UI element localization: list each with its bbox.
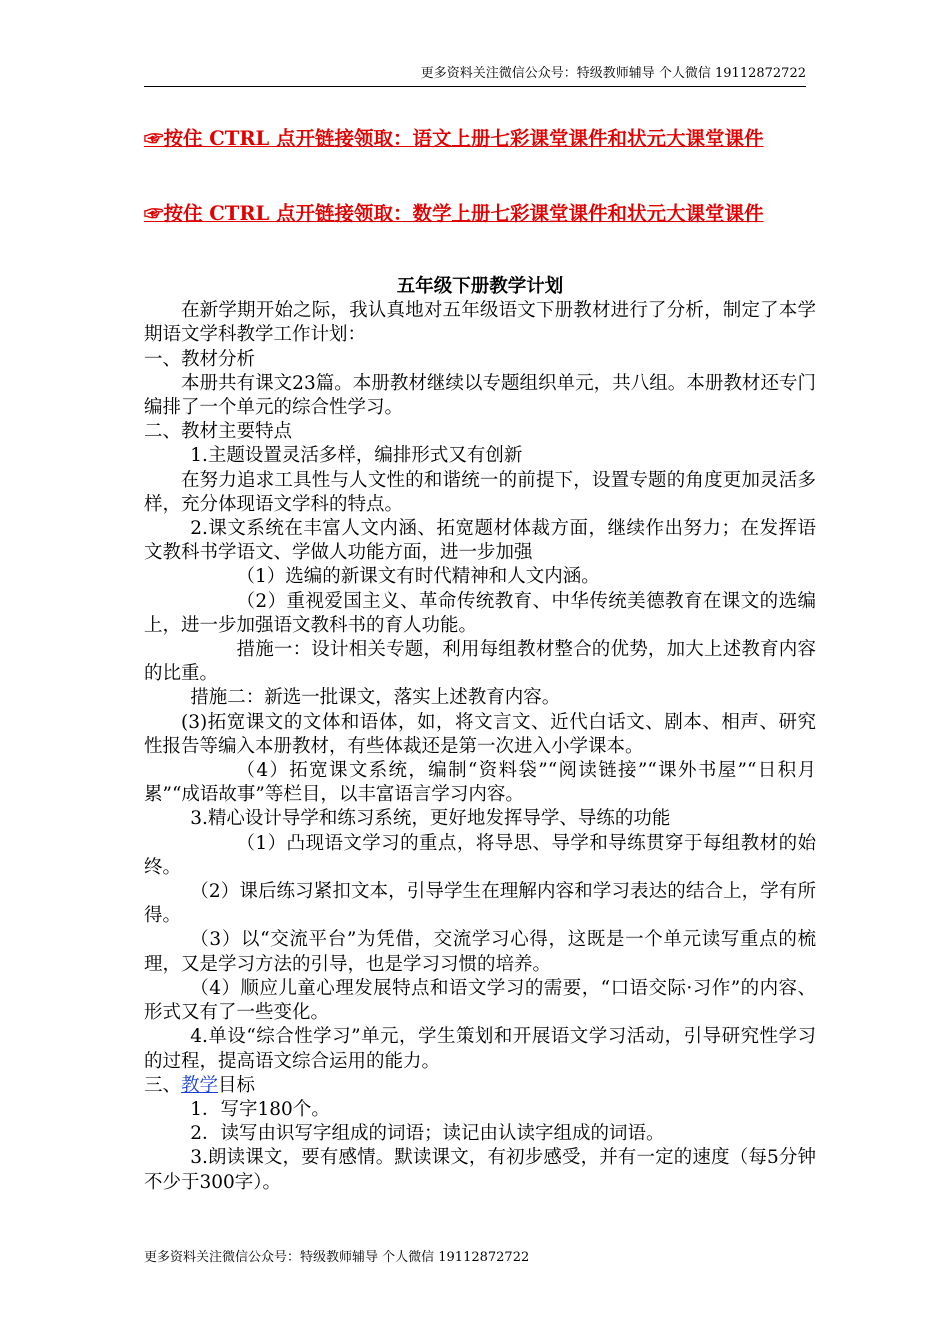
document-body xyxy=(144,275,816,1195)
paragraph: 本册共有课文23篇。本册教材继续以专题组织单元，共八组。本册教材还专门编排了一个单元的综合性学习。 xyxy=(144,372,816,419)
paragraph: 二、教材主要特点 xyxy=(144,421,293,443)
paragraph: 一、教材分析 xyxy=(144,348,256,370)
paragraph: （2）重视爱国主义、革命传统教育、中华传统美德教育在课文的选编上，进一步加强语文教科书的育人功能。 xyxy=(144,590,816,636)
paragraph: 在新学期开始之际，我认真地对五年级语文下册教材进行了分析，制定了本学期语文学科教学工作计划： xyxy=(144,300,816,346)
paragraph: 措施二：新选一批课文，落实上述教育内容。 xyxy=(190,687,561,709)
paragraph: 2.课文系统在丰富人文内涵、拓宽题材体裁方面，继续作出努力；在发挥语文教科书学语文、学做人功能方面，进一步加强 xyxy=(144,518,816,564)
document-title: 五年级下册教学计划 xyxy=(396,276,564,297)
paragraph: （4）顺应儿童心理发展特点和语文学习的需要，“口语交际·习作”的内容、形式又有了一些变化。 xyxy=(144,977,816,1024)
paragraph: （1）选编的新课文有时代精神和人文内涵。 xyxy=(236,566,600,588)
paragraph: 3.精心设计导学和练习系统，更好地发挥导学、导练的功能 xyxy=(190,808,671,830)
paragraph: 1.主题设置灵活多样，编排形式又有创新 xyxy=(190,445,523,467)
section-suffix: 目标 xyxy=(218,1074,256,1096)
goal-item: 3.朗读课文，要有感情。默读课文，有初步感受，并有一定的速度（每5分钟不少于300字）。 xyxy=(144,1147,816,1193)
goal-item: 2．读写由识写字组成的词语；读记由认读字组成的词语。 xyxy=(190,1123,665,1145)
section-heading-goals xyxy=(144,1074,816,1098)
paragraph: （3）以“交流平台”为凭借，交流学习心得，这既是一个单元读写重点的梳理，又是学习方法的引导，也是学习习惯的培养。 xyxy=(144,929,816,975)
paragraph-list xyxy=(144,299,816,1074)
paragraph: （4）拓宽课文系统，编制“资料袋”“阅读链接”“课外书屋”“日积月累”“成语故事”等栏目，以丰富语言学习内容。 xyxy=(144,760,816,806)
paragraph: 在努力追求工具性与人文性的和谐统一的前提下，设置专题的角度更加灵活多样，充分体现语文学科的特点。 xyxy=(144,469,816,515)
paragraph: (3)拓宽课文的文体和语体，如，将文言文、近代白话文、剧本、相声、研究性报告等编入本册教材，有些体裁还是第一次进入小学课本。 xyxy=(144,711,816,757)
page-footer: 更多资料关注微信公众号：特级教师辅导 个人微信 19112872722 xyxy=(144,1250,530,1265)
paragraph: （2）课后练习紧扣文本，引导学生在理解内容和学习表达的结合上，学有所得。 xyxy=(144,881,816,927)
promo-link-math[interactable]: ☞按住 CTRL 点开链接领取：数学上册七彩课堂课件和状元大课堂课件 xyxy=(144,202,764,225)
section-number: 三、 xyxy=(144,1074,182,1096)
goal-list xyxy=(144,1098,816,1195)
teaching-link[interactable]: 教学 xyxy=(181,1074,219,1096)
page-header: 更多资料关注微信公众号：特级教师辅导 个人微信 19112872722 xyxy=(420,66,806,81)
goal-item: 1．写字180个。 xyxy=(190,1098,330,1120)
paragraph: 措施一：设计相关专题，利用每组教材整合的优势，加大上述教育内容的比重。 xyxy=(144,639,816,685)
paragraph: 4.单设“综合性学习”单元，学生策划和开展语文学习活动，引导研究性学习的过程，提高语文综合运用的能力。 xyxy=(144,1026,816,1072)
header-divider xyxy=(144,86,806,87)
paragraph: （1）凸现语文学习的重点，将导思、导学和导练贯穿于每组教材的始终。 xyxy=(144,832,816,878)
promo-link-chinese[interactable]: ☞按住 CTRL 点开链接领取：语文上册七彩课堂课件和状元大课堂课件 xyxy=(144,127,764,150)
